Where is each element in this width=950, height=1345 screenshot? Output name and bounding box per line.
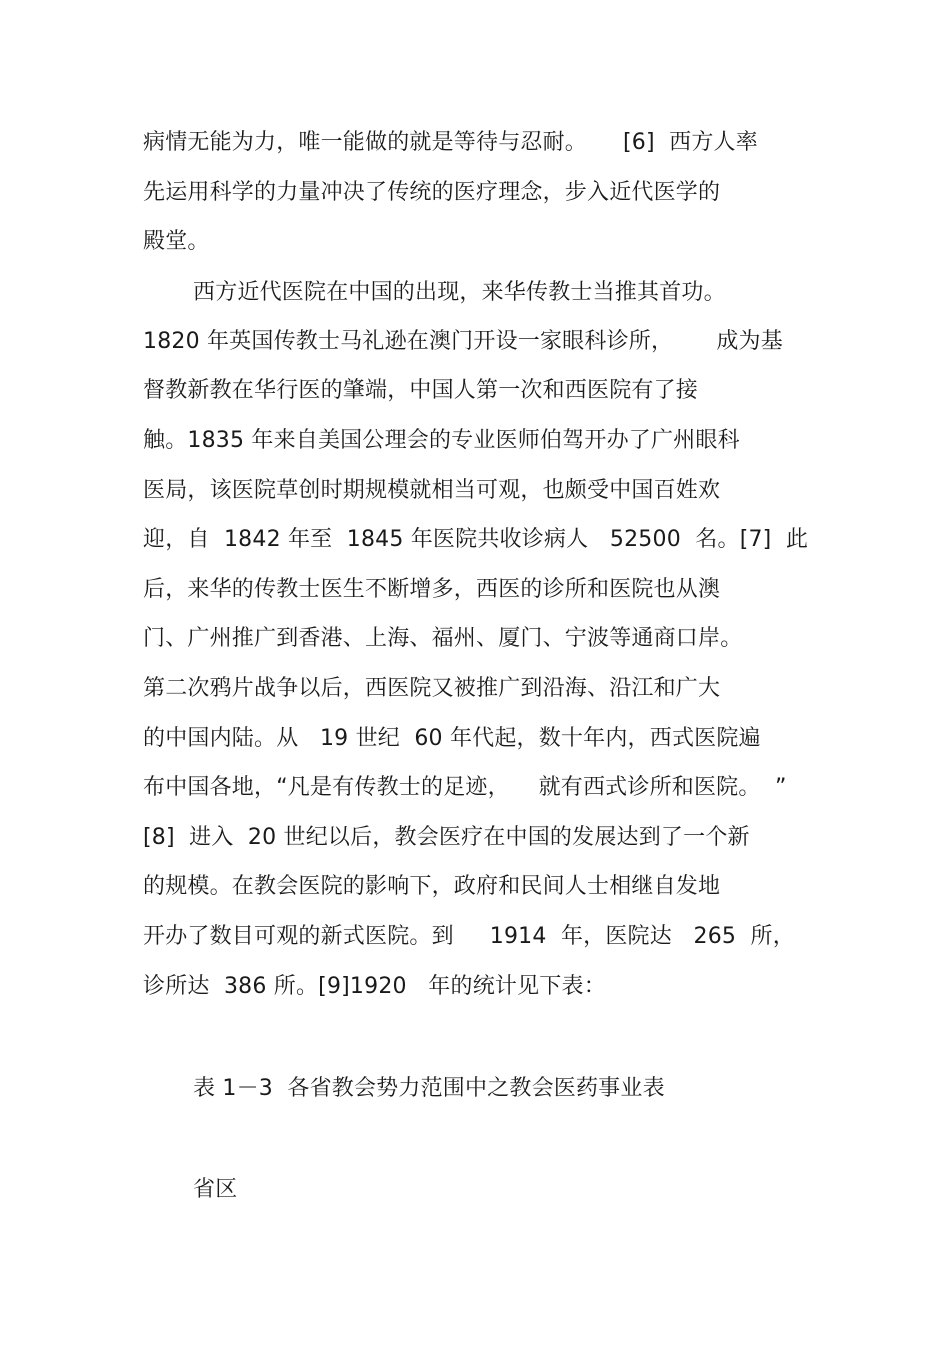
paragraph-line: 后，来华的传教士医生不断增多，西医的诊所和医院也从澳 (143, 577, 721, 602)
paragraph-line: 门、广州推广到香港、上海、福州、厦门、宁波等通商口岸。 (143, 626, 743, 651)
paragraph-line: 先运用科学的力量冲决了传统的医疗理念，步入近代医学的 (143, 180, 721, 205)
paragraph-line: 开办了数目可观的新式医院。到 1914 年，医院达 265 所， (143, 924, 795, 949)
paragraph-line: 诊所达 386 所。[9]1920 年的统计见下表： (143, 974, 606, 999)
paragraph-line: 督教新教在华行医的肇端，中国人第一次和西医院有了接 (143, 378, 699, 403)
paragraph-line: 医局，该医院草创时期规模就相当可观，也颇受中国百姓欢 (143, 478, 721, 503)
paragraph-line: 1820 年英国传教士马礼逊在澳门开设一家眼科诊所， 成为基 (143, 329, 783, 354)
table-caption: 表 1－3 各省教会势力范围中之教会医药事业表 (193, 1076, 665, 1101)
paragraph-line: 迎，自 1842 年至 1845 年医院共收诊病人 52500 名。[7] 此 (143, 527, 809, 552)
paragraph-line: 触。1835 年来自美国公理会的专业医师伯驾开办了广州眼科 (143, 428, 740, 453)
paragraph-line: 殿堂。 (143, 229, 210, 254)
paragraph-line: 西方近代医院在中国的出现，来华传教士当推其首功。 (193, 280, 726, 305)
paragraph-line: 布中国各地，“凡是有传教士的足迹， 就有西式诊所和医院。 ” (143, 775, 787, 800)
paragraph-line: 第二次鸦片战争以后，西医院又被推广到沿海、沿江和广大 (143, 676, 721, 701)
paragraph-line: [8] 进入 20 世纪以后，教会医疗在中国的发展达到了一个新 (143, 825, 750, 850)
table-header-cell: 省区 (193, 1177, 238, 1202)
paragraph-line: 的中国内陆。从 19 世纪 60 年代起，数十年内，西式医院遍 (143, 726, 761, 751)
paragraph-line: 的规模。在教会医院的影响下，政府和民间人士相继自发地 (143, 874, 721, 899)
paragraph-line: 病情无能为力，唯一能做的就是等待与忍耐。 [6] 西方人率 (143, 130, 758, 155)
